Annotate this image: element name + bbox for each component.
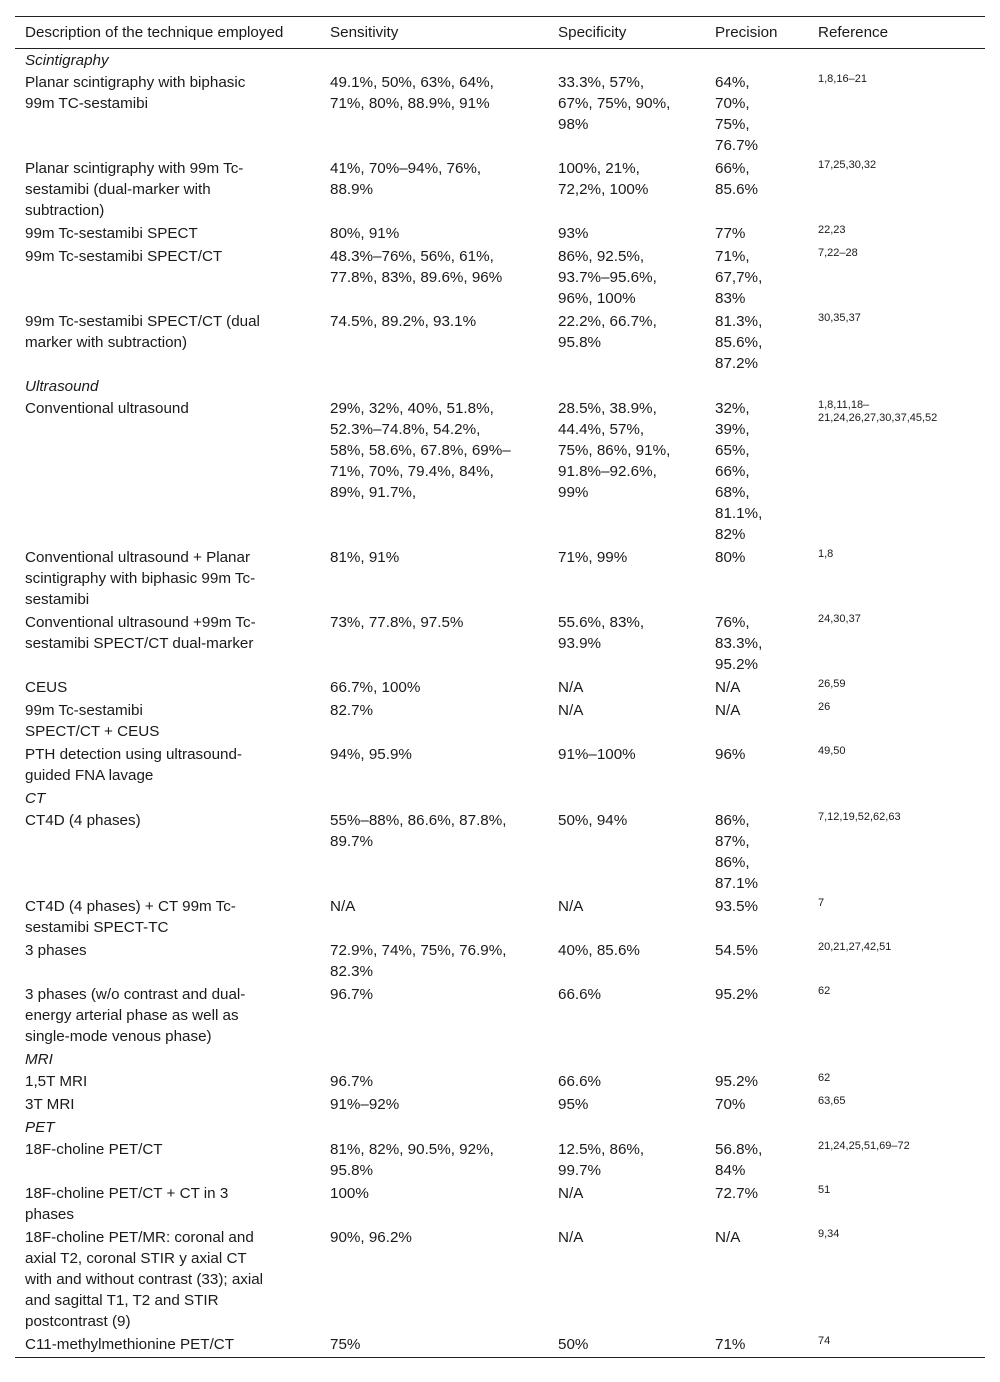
reference-cell: 63,65 [818,1095,846,1107]
sensitivity-cell: 49.1%, 50%, 63%, 64%, 71%, 80%, 88.9%, 91% [330,74,494,112]
section-row [15,49,985,72]
section-title: CT [25,790,46,807]
specificity-cell: N/A [558,1229,584,1246]
specificity-cell: N/A [558,898,584,915]
header-reference: Reference [808,17,985,49]
technique-cell: Conventional ultrasound + Planar scintigraphy with biphasic 99m Tc- sestamibi [25,549,256,608]
header-specificity: Specificity [548,17,705,49]
reference-cell: 7,22–28 [818,247,858,259]
technique-cell: CT4D (4 phases) + CT 99m Tc- sestamibi SPECT-TC [25,898,236,936]
reference-cell: 20,21,27,42,51 [818,941,892,953]
sensitivity-cell: 80%, 91% [330,225,400,242]
section-row [15,1116,985,1138]
precision-cell: 81.3%, 85.6%, 87.2% [715,313,763,372]
precision-cell: 70% [715,1096,746,1113]
technique-cell: 99m Tc-sestamibi SPECT [25,225,198,242]
table-row [15,546,985,611]
reference-cell: 1,8,11,18– 21,24,26,27,30,37,45,52 [818,399,938,424]
technique-cell: 99m Tc-sestamibi SPECT/CT [25,248,223,265]
table-row [15,310,985,375]
reference-cell: 1,8 [818,548,834,560]
specificity-cell: 91%–100% [558,746,636,763]
sensitivity-cell: 48.3%–76%, 56%, 61%, 77.8%, 83%, 89.6%, 96% [330,248,503,286]
specificity-cell: 50%, 94% [558,812,628,829]
sensitivity-cell: 91%–92% [330,1096,400,1113]
reference-cell: 62 [818,985,831,997]
technique-cell: 18F-choline PET/MR: coronal and axial T2, coronal STIR y axial CT with and without contrast (33); axial and sagittal T1, T2 and STIR postcontrast (9) [25,1229,264,1330]
header-row [15,17,985,49]
sensitivity-cell: 81%, 91% [330,549,400,566]
reference-cell: 26,59 [818,678,846,690]
technique-cell: Conventional ultrasound +99m Tc- sestamibi SPECT/CT dual-marker [25,614,256,652]
technique-cell: Conventional ultrasound [25,400,189,417]
precision-cell: 86%, 87%, 86%, 87.1% [715,812,759,892]
table-row [15,1138,985,1182]
reference-cell: 7,12,19,52,62,63 [818,811,901,823]
reference-cell: 1,8,16–21 [818,73,867,85]
reference-cell: 51 [818,1184,831,1196]
section-row [15,375,985,397]
section-row [15,1048,985,1070]
specificity-cell: 93% [558,225,589,242]
reference-cell: 74 [808,1333,985,1358]
sensitivity-cell: 100% [330,1185,369,1202]
precision-cell: 64%, 70%, 75%, 76.7% [715,74,759,154]
sensitivity-cell: 96.7% [330,1073,374,1090]
sensitivity-cell: 94%, 95.9% [330,746,412,763]
specificity-cell: 71%, 99% [558,549,628,566]
precision-cell: N/A [715,1229,741,1246]
technique-cell: 18F-choline PET/CT + CT in 3 phases [25,1185,229,1223]
technique-cell: PTH detection using ultrasound- guided FNA lavage [25,746,242,784]
table-row [15,699,985,743]
sensitivity-cell: 81%, 82%, 90.5%, 92%, 95.8% [330,1141,494,1179]
table-body [15,49,985,1358]
specificity-cell: N/A [558,1185,584,1202]
reference-cell: 62 [818,1072,831,1084]
precision-cell: 93.5% [715,898,759,915]
reference-cell: 30,35,37 [818,312,861,324]
technique-cell: 3 phases (w/o contrast and dual- energy arterial phase as well as single-mode venous phase) [25,986,246,1045]
sensitivity-cell: 75% [320,1333,548,1358]
precision-cell: 71% [705,1333,808,1358]
precision-cell: 66%, 85.6% [715,160,759,198]
precision-cell: 80% [715,549,746,566]
table-row [15,676,985,699]
specificity-cell: 28.5%, 38.9%, 44.4%, 57%, 75%, 86%, 91%, 91.8%–92.6%, 99% [558,400,671,501]
specificity-cell: N/A [558,679,584,696]
table-row [15,1093,985,1116]
sensitivity-cell: 41%, 70%–94%, 76%, 88.9% [330,160,482,198]
sensitivity-cell: N/A [330,898,356,915]
technique-cell: 1,5T MRI [25,1073,88,1090]
precision-cell: 72.7% [715,1185,759,1202]
specificity-cell: 55.6%, 83%, 93.9% [558,614,645,652]
technique-cell: Planar scintigraphy with 99m Tc- sestamibi (dual-marker with subtraction) [25,160,244,219]
precision-cell: 54.5% [715,942,759,959]
precision-cell: 56.8%, 84% [715,1141,763,1179]
specificity-cell: 50% [548,1333,705,1358]
header-description: Description of the technique employed [15,17,320,49]
technique-cell: 99m Tc-sestamibi SPECT/CT (dual marker with subtraction) [25,313,260,351]
precision-cell: 76%, 83.3%, 95.2% [715,614,763,673]
table-row [15,1226,985,1333]
precision-cell: 71%, 67,7%, 83% [715,248,763,307]
precision-cell: 95.2% [715,1073,759,1090]
technique-cell: 3T MRI [25,1096,75,1113]
technique-cell: Planar scintigraphy with biphasic 99m TC-sestamibi [25,74,246,112]
techniques-table [15,16,985,1358]
sensitivity-cell: 29%, 32%, 40%, 51.8%, 52.3%–74.8%, 54.2%, 58%, 58.6%, 67.8%, 69%– 71%, 70%, 79.4%, 84%, 89%, 91.7%, [330,400,511,501]
section-title: PET [25,1119,55,1136]
specificity-cell: 22.2%, 66.7%, 95.8% [558,313,657,351]
table-row [15,611,985,676]
table-row [15,1182,985,1226]
header-sensitivity: Sensitivity [320,17,548,49]
table-row [15,939,985,983]
precision-cell: 32%, 39%, 65%, 66%, 68%, 81.1%, 82% [715,400,763,543]
table-row [15,983,985,1048]
reference-cell: 22,23 [818,224,846,236]
reference-cell: 24,30,37 [818,613,861,625]
precision-cell: N/A [715,679,741,696]
table-row [15,809,985,895]
section-title: Ultrasound [25,378,99,395]
technique-cell: 3 phases [25,942,87,959]
table-row [15,245,985,310]
header-precision: Precision [705,17,808,49]
technique-cell: CEUS [25,679,68,696]
technique-cell: C11-methylmethionine PET/CT [15,1333,320,1358]
precision-cell: 95.2% [715,986,759,1003]
specificity-cell: N/A [558,702,584,719]
reference-cell: 49,50 [818,745,846,757]
sensitivity-cell: 90%, 96.2% [330,1229,412,1246]
sensitivity-cell: 82.7% [330,702,374,719]
reference-cell: 17,25,30,32 [818,159,877,171]
section-row [15,787,985,809]
table-row [15,71,985,157]
technique-cell: CT4D (4 phases) [25,812,141,829]
sensitivity-cell: 96.7% [330,986,374,1003]
reference-cell: 26 [818,701,831,713]
section-title: Scintigraphy [25,52,109,69]
specificity-cell: 12.5%, 86%, 99.7% [558,1141,645,1179]
table-row [15,1070,985,1093]
precision-cell: 96% [715,746,746,763]
specificity-cell: 86%, 92.5%, 93.7%–95.6%, 96%, 100% [558,248,657,307]
specificity-cell: 66.6% [558,1073,602,1090]
table-row [15,895,985,939]
specificity-cell: 33.3%, 57%, 67%, 75%, 90%, 98% [558,74,671,133]
sensitivity-cell: 73%, 77.8%, 97.5% [330,614,464,631]
sensitivity-cell: 55%–88%, 86.6%, 87.8%, 89.7% [330,812,507,850]
specificity-cell: 66.6% [558,986,602,1003]
sensitivity-cell: 66.7%, 100% [330,679,421,696]
sensitivity-cell: 72.9%, 74%, 75%, 76.9%, 82.3% [330,942,507,980]
reference-cell: 21,24,25,51,69–72 [818,1140,910,1152]
section-title: MRI [25,1051,53,1068]
table-row [15,743,985,787]
table-row [15,397,985,546]
specificity-cell: 95% [558,1096,589,1113]
table-row [15,222,985,245]
precision-cell: N/A [715,702,741,719]
sensitivity-cell: 74.5%, 89.2%, 93.1% [330,313,477,330]
precision-cell: 77% [715,225,746,242]
table-row [15,1333,985,1358]
technique-cell: 18F-choline PET/CT [25,1141,163,1158]
specificity-cell: 100%, 21%, 72,2%, 100% [558,160,649,198]
table-row [15,157,985,222]
specificity-cell: 40%, 85.6% [558,942,640,959]
reference-cell: 9,34 [818,1228,840,1240]
technique-cell: 99m Tc-sestamibi SPECT/CT + CEUS [25,702,160,740]
reference-cell: 7 [818,897,825,909]
